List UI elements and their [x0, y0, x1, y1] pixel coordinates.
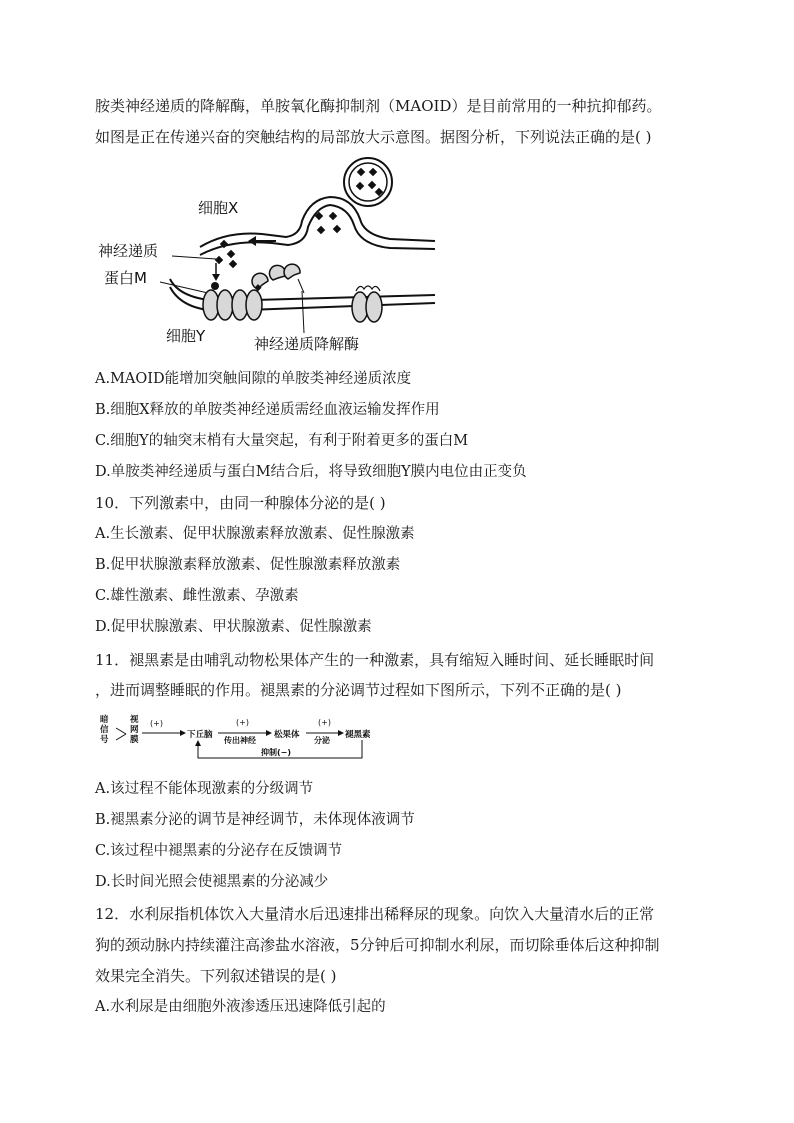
- retina-label: [129, 714, 139, 745]
- q11-stem-line2: ，进而调整睡眠的作用。褪黑素的分泌调节过程如下图所示，下列不正确的是( ): [95, 681, 622, 699]
- q12-option-a: A.水利尿是由细胞外液渗透压迅速降低引起的: [95, 999, 386, 1015]
- label-cell-x: 细胞X: [198, 199, 239, 217]
- q9-option-b: B.细胞X释放的单胺类神经递质需经血液运输发挥作用: [95, 402, 440, 418]
- melatonin-diagram: [96, 712, 386, 768]
- inhibit-label: 抑制(−): [261, 748, 292, 757]
- arrow-head-icon: [338, 730, 344, 736]
- secrete-label: 分泌: [314, 736, 330, 745]
- stacked-char: 号: [100, 735, 109, 745]
- dark-signal-label: [100, 714, 109, 745]
- stacked-char: 网: [130, 725, 139, 735]
- plus-label-1: (+): [150, 719, 163, 728]
- synaptic-vesicle-icon: [344, 158, 392, 206]
- hypothalamus-label: 下丘脑: [187, 730, 213, 740]
- q10-option-b: B.促甲状腺激素释放激素、促性腺激素释放激素: [95, 557, 401, 573]
- q9-option-a: A.MAOID能增加突触间隙的单胺类神经递质浓度: [95, 371, 412, 387]
- leader-line: [302, 291, 304, 333]
- q10-option-d: D.促甲状腺激素、甲状腺激素、促性腺激素: [95, 619, 372, 635]
- q9-option-c: C.细胞Y的轴突末梢有大量突起，有利于附着更多的蛋白M: [95, 433, 469, 449]
- leader-line: [172, 256, 216, 259]
- q10-stem: 10．下列激素中，由同一种腺体分泌的是( ): [95, 494, 386, 512]
- label-cell-y: 细胞Y: [166, 327, 206, 345]
- arrow-head-icon: [195, 740, 201, 746]
- protein-m-bound-icon: [211, 282, 219, 290]
- plus-label-3: (+): [318, 718, 331, 727]
- q9-stem-line2: 如图是正在传递兴奋的突触结构的局部放大示意图。据图分析，下列说法正确的是( ): [95, 128, 652, 146]
- degrading-enzyme-icon: [252, 264, 304, 293]
- receptor-protein-icon: [203, 290, 382, 322]
- stacked-char: 信: [100, 725, 109, 735]
- q11-option-b: B.褪黑素分泌的调节是神经调节，未体现体液调节: [95, 812, 415, 828]
- stacked-char: 视: [130, 715, 139, 725]
- q10-option-a: A.生长激素、促甲状腺激素释放激素、促性腺激素: [95, 526, 415, 542]
- stacked-char: 膜: [130, 735, 139, 745]
- melatonin-label: 褪黑素: [345, 730, 371, 740]
- release-arrow-icon: [248, 236, 276, 246]
- down-arrow-icon: [212, 263, 220, 281]
- cell-x-vesicle-contents-icon: [315, 212, 341, 234]
- q12-stem-line3: 效果完全消失。下列叙述错误的是( ): [95, 967, 337, 985]
- label-degrading-enzyme: 神经递质降解酶: [254, 335, 360, 353]
- stacked-char: 暗: [100, 715, 109, 725]
- efferent-label: 传出神经: [224, 736, 256, 745]
- pineal-label: 松果体: [274, 730, 300, 740]
- q9-stem-line1: 胺类神经递质的降解酶，单胺氧化酶抑制剂（MAOID）是目前常用的一种抗抑郁药。: [95, 97, 662, 115]
- plus-label-2: (+): [236, 718, 249, 727]
- receptor-knobs-icon: [356, 286, 380, 291]
- arrow-head-icon: [266, 730, 272, 736]
- q11-option-d: D.长时间光照会使褪黑素的分泌减少: [95, 874, 329, 890]
- leader-line: [160, 282, 208, 293]
- q11-stem-line1: 11．褪黑素是由哺乳动物松果体产生的一种激素，具有缩短入睡时间、延长睡眠时间: [95, 651, 655, 669]
- q12-stem-line2: 狗的颈动脉内持续灌注高渗盐水溶液，5分钟后可抑制水利尿，而切除垂体后这种抑制: [95, 936, 660, 954]
- q11-option-a: A.该过程不能体现激素的分级调节: [95, 781, 314, 797]
- arrow-line: [116, 728, 126, 734]
- q9-option-d: D.单胺类神经递质与蛋白M结合后，将导致细胞Y膜内电位由正变负: [95, 464, 527, 480]
- q11-option-c: C.该过程中褪黑素的分泌存在反馈调节: [95, 843, 343, 859]
- label-protein-m: 蛋白M: [104, 269, 147, 287]
- arrow-head-icon: [180, 730, 186, 736]
- arrow-line: [116, 734, 126, 740]
- q10-option-c: C.雄性激素、雌性激素、孕激素: [95, 588, 299, 604]
- label-neurotransmitter: 神经递质: [98, 242, 159, 260]
- q12-stem-line1: 12．水利尿指机体饮入大量清水后迅速排出稀释尿的现象。向饮入大量清水后的正常: [95, 905, 655, 923]
- synapse-figure: [90, 155, 450, 360]
